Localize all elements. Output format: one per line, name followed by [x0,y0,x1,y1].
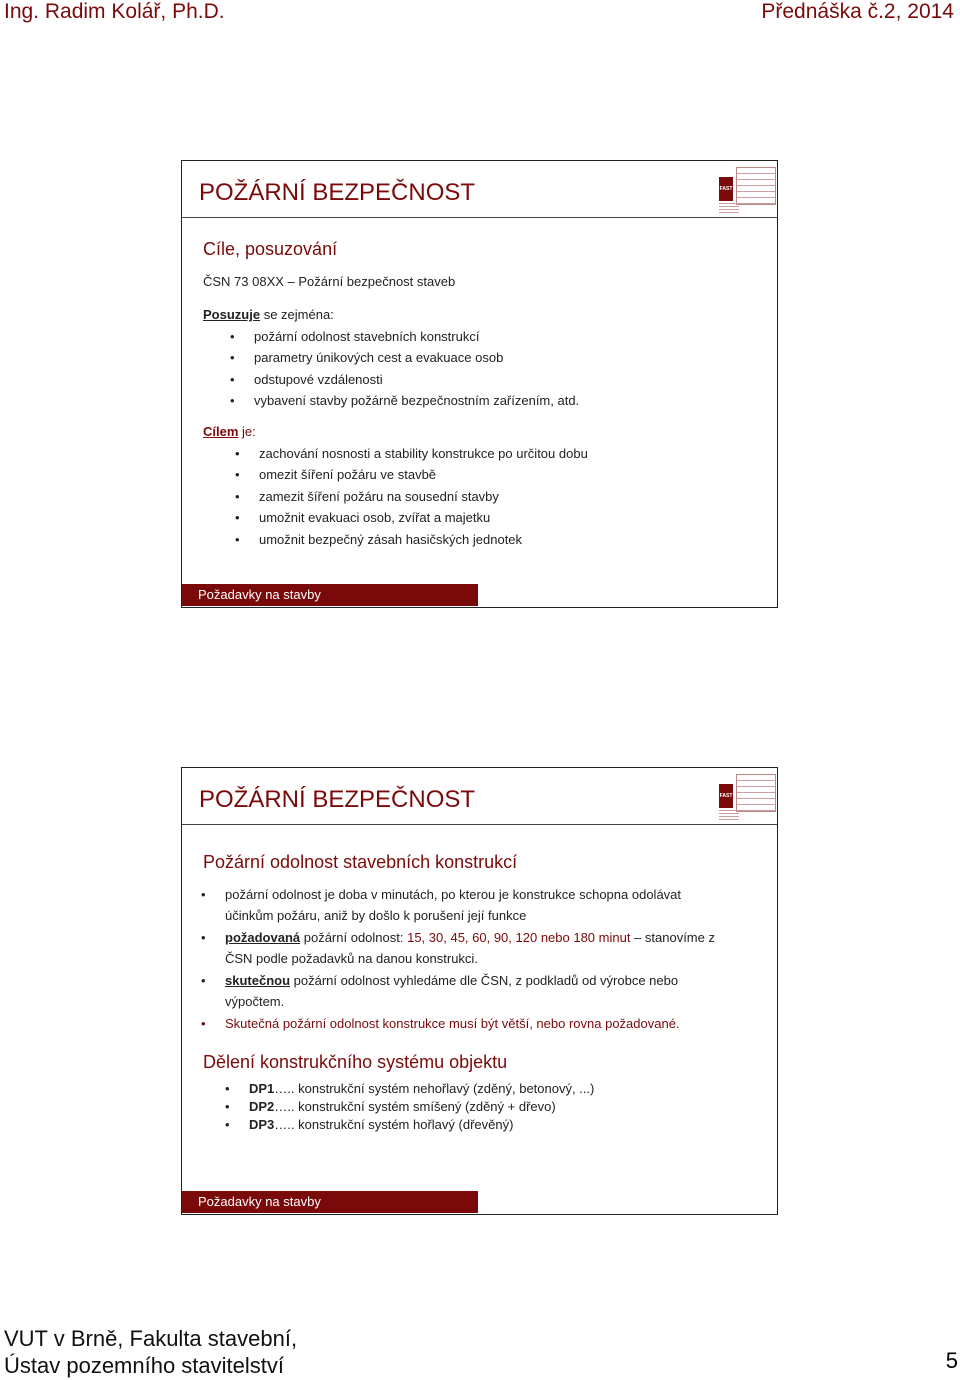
item-text: požární odolnost je doba v minutách, po kterou je konstrukce schopna odolávat účinkům požáru, aniž by došlo k porušení její funkce [225,887,682,923]
list-item: • umožnit bezpečný zásah hasičských jednotek [259,532,522,547]
section-heading: Požární odolnost stavebních konstrukcí [203,852,518,872]
dp-item [249,1117,513,1132]
dp-text: ….. konstrukční systém nehořlavý (zděný, betonový, ...) [274,1081,595,1096]
fast-logo [718,167,776,215]
item-values: 15, 30, 45, 60, 90, 120 nebo 180 minut [407,930,631,945]
lecture-header: Přednáška č.2, 2014 [761,0,954,23]
slide-1 [181,160,778,608]
slide-title: POŽÁRNÍ BEZPEČNOST [199,786,476,813]
slide-footer-bar: Požadavky na stavby [182,1191,478,1213]
slide-2 [181,767,778,1215]
cilem-label: Cílem [203,424,239,439]
slide-title: POŽÁRNÍ BEZPEČNOST [199,179,476,206]
item-bold: požadovaná [225,930,301,945]
list-item: • vybavení stavby požárně bezpečnostním zařízením, atd. [254,393,579,408]
list-item: • odstupové vzdálenosti [254,372,383,387]
page-number: 5 [945,1348,958,1373]
dp-text: ….. konstrukční systém hořlavý (dřevěný) [274,1117,514,1132]
list-item: • zamezit šíření požáru na sousední stavby [259,489,499,504]
list-item [225,884,725,926]
item-text: – stanovíme z ČSN podle požadavků na danou konstrukci. [225,930,715,966]
item-text: požární odolnost vyhledáme dle ČSN, z podkladů od výrobce nebo výpočtem. [225,973,679,1009]
list-item [225,970,725,1012]
dp-code: DP2 [249,1099,275,1114]
list-item: • parametry únikových cest a evakuace osob [254,350,503,365]
footer-line-1: VUT v Brně, Fakulta stavební, [4,1326,298,1351]
item-bold: skutečnou [225,973,291,988]
cilem-heading [203,424,256,439]
dp-item [249,1081,594,1096]
fast-logo-text: FAST [719,177,733,201]
fast-logo-text: FAST [719,784,733,808]
dp-code: DP3 [249,1117,275,1132]
slide-footer-bar: Požadavky na stavby [182,584,478,606]
fast-logo [718,774,776,822]
dp-item [249,1099,556,1114]
list-item: • zachování nosnosti a stability konstrukce po určitou dobu [259,446,588,461]
list-item: • umožnit evakuaci osob, zvířat a majetku [259,510,490,525]
standard-text: ČSN 73 08XX – Požární bezpečnost staveb [203,274,456,289]
posuzuje-rest: se zejména: [260,307,334,322]
dp-code: DP1 [249,1081,275,1096]
footer-line-2: Ústav pozemního stavitelství [4,1353,285,1378]
list-item [225,1013,745,1034]
list-item: • požární odolnost stavebních konstrukcí [254,329,479,344]
section-heading-2: Dělení konstrukčního systému objektu [203,1052,508,1072]
list-item [225,927,745,969]
section-heading: Cíle, posuzování [203,239,338,259]
item-text: Skutečná požární odolnost konstrukce musí být větší, nebo rovna požadované. [225,1016,680,1031]
posuzuje-heading [203,307,334,322]
author-header: Ing. Radim Kolář, Ph.D. [4,0,225,23]
posuzuje-label: Posuzuje [203,307,261,322]
cilem-rest: je: [238,424,256,439]
dp-text: ….. konstrukční systém smíšený (zděný + dřevo) [274,1099,556,1114]
list-item: • omezit šíření požáru ve stavbě [259,467,436,482]
item-text: požární odolnost: [300,930,408,945]
